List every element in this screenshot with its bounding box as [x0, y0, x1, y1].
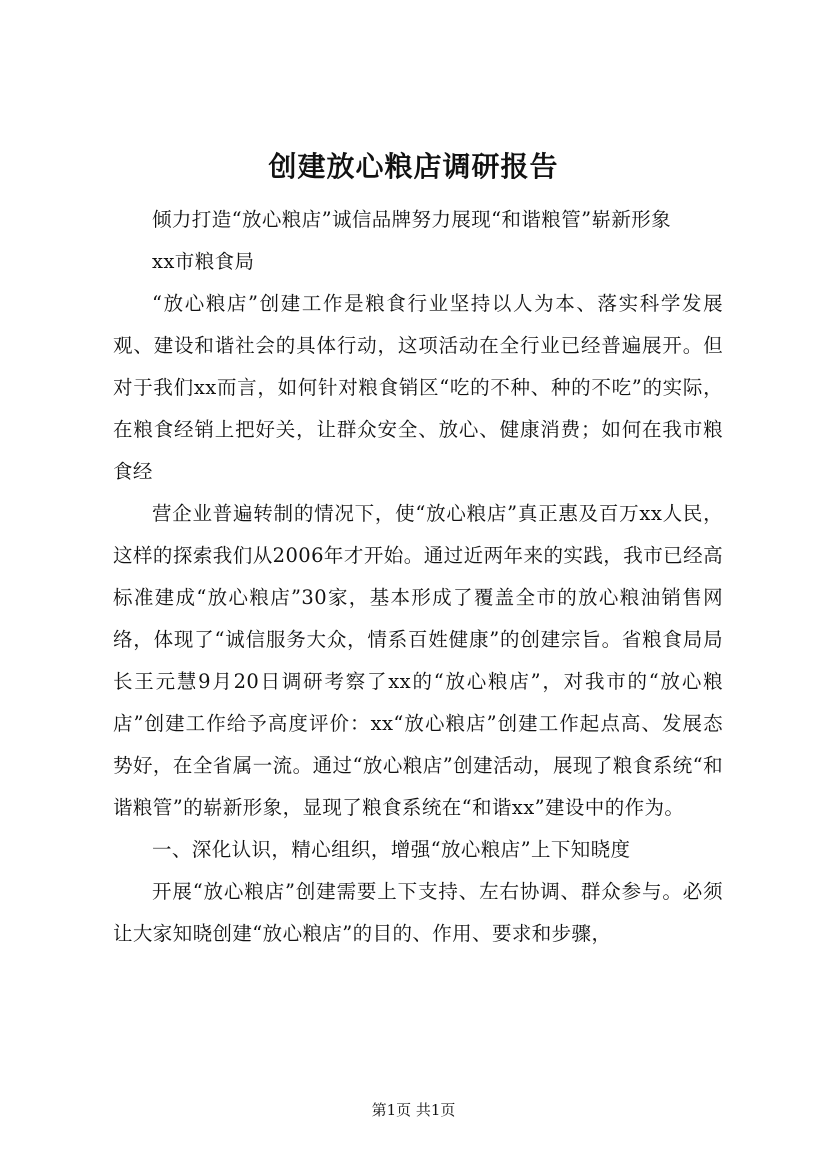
section-heading: 一、深化认识，精心组织，增强“放心粮店”上下知晓度	[152, 838, 631, 861]
author-paragraph: xx市粮食局	[152, 250, 255, 273]
subtitle-paragraph: 倾力打造“放心粮店”诚信品牌努力展现“和谐粮管”崭新形象	[152, 208, 672, 231]
document-title: 创建放心粮店调研报告	[268, 150, 559, 183]
body-paragraph: “放心粮店”创建工作是粮食行业坚持以人为本、落实科学发展观、建设和谐社会的具体行动，这项活动在全行业已经普遍展开。但对于我们xx而言，如何针对粮食销区“吃的不种、种的不吃”的实际，在粮食经销上把好关，让群众安全、放心、健康消费；如何在我市粮食经	[113, 292, 723, 483]
page-footer: 第1页 共1页	[371, 1101, 456, 1119]
document-body	[113, 199, 723, 955]
body-paragraph: 开展“放心粮店”创建需要上下支持、左右协调、群众参与。必须让大家知晓创建“放心粮店”的目的、作用、要求和步骤，	[113, 880, 723, 945]
body-paragraph: 营企业普遍转制的情况下，使“放心粮店”真正惠及百万xx人民，这样的探索我们从2006年才开始。通过近两年来的实践，我市已经高标准建成“放心粮店”30家，基本形成了覆盖全市的放心粮油销售网络，体现了“诚信服务大众，情系百姓健康”的创建宗旨。省粮食局局长王元慧9月20日调研考察了xx的“放心粮店”，对我市的“放心粮店”创建工作给予高度评价：xx“放心粮店”创建工作起点高、发展态势好，在全省属一流。通过“放心粮店”创建活动，展现了粮食系统“和谐粮管”的崭新形象，显现了粮食系统在“和谐xx”建设中的作为。	[113, 502, 723, 819]
